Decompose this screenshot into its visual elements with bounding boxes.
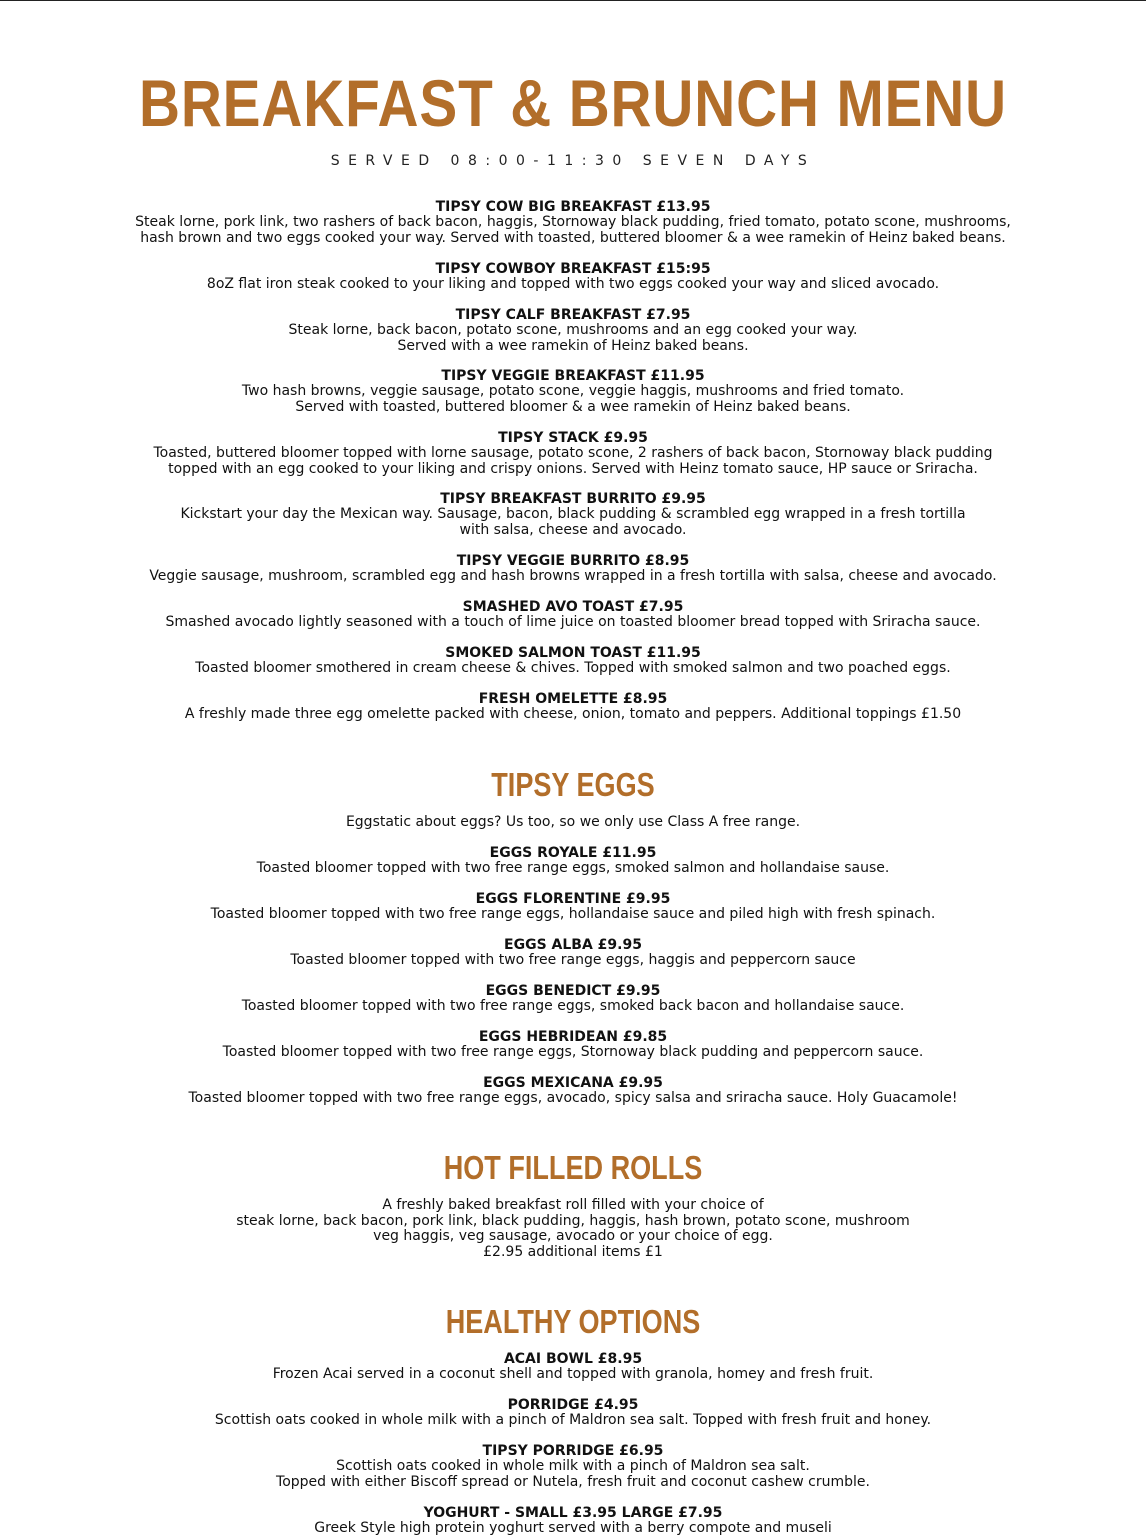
item-description: Toasted bloomer topped with two free range eggs, avocado, spicy salsa and sriracha sauce. Holy Guacamole! — [188, 1090, 958, 1106]
item-description: topped with an egg cooked to your liking and crispy onions. Served with Heinz tomato sauce, HP sauce or Sriracha. — [168, 460, 978, 477]
menu-item — [0, 599, 1146, 631]
menu-item — [0, 430, 1146, 477]
item-name: SMOKED SALMON TOAST £11.95 — [445, 645, 701, 661]
item-name: EGGS MEXICANA £9.95 — [483, 1075, 663, 1091]
item-name: TIPSY COWBOY BREAKFAST £15:95 — [435, 261, 711, 277]
item-description: Toasted bloomer topped with two free range eggs, haggis and peppercorn sauce — [290, 952, 856, 968]
item-name: SMASHED AVO TOAST £7.95 — [462, 599, 684, 615]
menu-item — [0, 368, 1146, 415]
menu-item — [0, 307, 1146, 354]
rolls-price: £2.95 additional items £1 — [483, 1243, 663, 1260]
item-name: TIPSY COW BIG BREAKFAST £13.95 — [435, 199, 711, 215]
item-name: TIPSY CALF BREAKFAST £7.95 — [455, 307, 691, 323]
item-description: 8oZ flat iron steak cooked to your liking and topped with two eggs cooked your way and sliced avocado. — [206, 276, 940, 292]
item-name: EGGS HEBRIDEAN £9.85 — [478, 1029, 668, 1045]
menu-item — [0, 1075, 1146, 1107]
item-name: EGGS BENEDICT £9.95 — [485, 983, 661, 999]
section-title-hot-filled-rolls: HOT FILLED ROLLS — [443, 1149, 703, 1186]
item-name: TIPSY STACK £9.95 — [498, 430, 648, 446]
menu-item — [0, 1505, 1146, 1537]
item-description: Served with toasted, buttered bloomer & a wee ramekin of Heinz baked beans. — [295, 398, 851, 415]
item-description: with salsa, cheese and avocado. — [459, 521, 687, 538]
menu-item — [0, 553, 1146, 585]
rolls-description — [0, 1198, 1146, 1260]
serving-hours: SERVED 08:00-11:30 SEVEN DAYS — [330, 153, 816, 169]
item-description: Veggie sausage, mushroom, scrambled egg and hash browns wrapped in a fresh tortilla with salsa, cheese and avocado. — [149, 568, 997, 584]
item-description: Toasted, buttered bloomer topped with lorne sausage, potato scone, 2 rashers of back bacon, Stornoway black pudding — [153, 445, 993, 461]
menu-title: BREAKFAST & BRUNCH MENU — [138, 66, 1008, 140]
item-name: TIPSY PORRIDGE £6.95 — [482, 1443, 664, 1459]
rolls-line: A freshly baked breakfast roll filled with your choice of — [382, 1197, 764, 1213]
menu-item — [0, 491, 1146, 538]
menu-item — [0, 1443, 1146, 1490]
item-description: Steak lorne, back bacon, potato scone, mushrooms and an egg cooked your way. — [288, 322, 858, 338]
item-description: Smashed avocado lightly seasoned with a touch of lime juice on toasted bloomer bread topped with Sriracha sauce. — [165, 614, 981, 630]
section-intro: Eggstatic about eggs? Us too, so we only use Class A free range. — [345, 814, 801, 830]
section-title-healthy-options: HEALTHY OPTIONS — [445, 1303, 701, 1340]
menu-item — [0, 645, 1146, 677]
section-title-tipsy-eggs: TIPSY EGGS — [491, 766, 655, 803]
item-name: PORRIDGE £4.95 — [507, 1397, 639, 1413]
menu-item — [0, 261, 1146, 293]
rolls-line: steak lorne, back bacon, pork link, black pudding, haggis, hash brown, potato scone, mushroom — [236, 1212, 910, 1229]
item-name: EGGS FLORENTINE £9.95 — [475, 891, 671, 907]
item-description: Frozen Acai served in a coconut shell and topped with granola, homey and fresh fruit. — [272, 1366, 874, 1382]
item-description: Scottish oats cooked in whole milk with a pinch of Maldron sea salt. — [336, 1458, 810, 1474]
item-name: YOGHURT - SMALL £3.95 LARGE £7.95 — [423, 1505, 723, 1521]
item-name: EGGS ROYALE £11.95 — [489, 845, 657, 861]
item-name: TIPSY VEGGIE BREAKFAST £11.95 — [441, 368, 705, 384]
item-description: hash brown and two eggs cooked your way. Served with toasted, buttered bloomer & a wee ramekin of Heinz baked beans. — [140, 229, 1006, 246]
item-name: TIPSY BREAKFAST BURRITO £9.95 — [440, 491, 706, 507]
item-description: Greek Style high protein yoghurt served with a berry compote and museli — [314, 1520, 832, 1536]
item-description: Kickstart your day the Mexican way. Sausage, bacon, black pudding & scrambled egg wrapped in a fresh tortilla — [180, 506, 966, 522]
menu-item — [0, 937, 1146, 969]
item-description: Scottish oats cooked in whole milk with a pinch of Maldron sea salt. Topped with fresh fruit and honey. — [214, 1412, 932, 1428]
menu-item — [0, 1351, 1146, 1383]
item-description: Toasted bloomer topped with two free range eggs, smoked back bacon and hollandaise sauce. — [241, 998, 905, 1014]
item-name: EGGS ALBA £9.95 — [504, 937, 642, 953]
item-description: Toasted bloomer topped with two free range eggs, Stornoway black pudding and peppercorn sauce. — [222, 1044, 924, 1060]
menu-item — [0, 691, 1146, 723]
item-description: Toasted bloomer topped with two free range eggs, hollandaise sauce and piled high with fresh spinach. — [210, 906, 936, 922]
item-name: FRESH OMELETTE £8.95 — [478, 691, 668, 707]
rolls-line: veg haggis, veg sausage, avocado or your choice of egg. — [373, 1228, 773, 1244]
menu-item — [0, 1029, 1146, 1061]
item-description: Two hash browns, veggie sausage, potato scone, veggie haggis, mushrooms and fried tomato. — [241, 383, 905, 399]
item-description: Toasted bloomer topped with two free range eggs, smoked salmon and hollandaise sause. — [256, 860, 890, 876]
item-name: TIPSY VEGGIE BURRITO £8.95 — [456, 553, 690, 569]
item-name: ACAI BOWL £8.95 — [503, 1351, 643, 1367]
item-description: A freshly made three egg omelette packed with cheese, onion, tomato and peppers. Additional toppings £1.50 — [184, 706, 962, 722]
top-border — [0, 0, 1146, 1]
menu-item — [0, 1397, 1146, 1429]
item-description: Served with a wee ramekin of Heinz baked beans. — [397, 337, 749, 354]
menu-item — [0, 891, 1146, 923]
menu-item — [0, 199, 1146, 246]
item-description: Toasted bloomer smothered in cream cheese & chives. Topped with smoked salmon and two poached eggs. — [195, 660, 951, 676]
item-description: Steak lorne, pork link, two rashers of back bacon, haggis, Stornoway black pudding, fried tomato, potato scone, mushrooms, — [135, 214, 1011, 230]
menu-item — [0, 983, 1146, 1015]
item-description: Topped with either Biscoff spread or Nutela, fresh fruit and coconut cashew crumble. — [276, 1473, 870, 1490]
menu-item — [0, 845, 1146, 877]
